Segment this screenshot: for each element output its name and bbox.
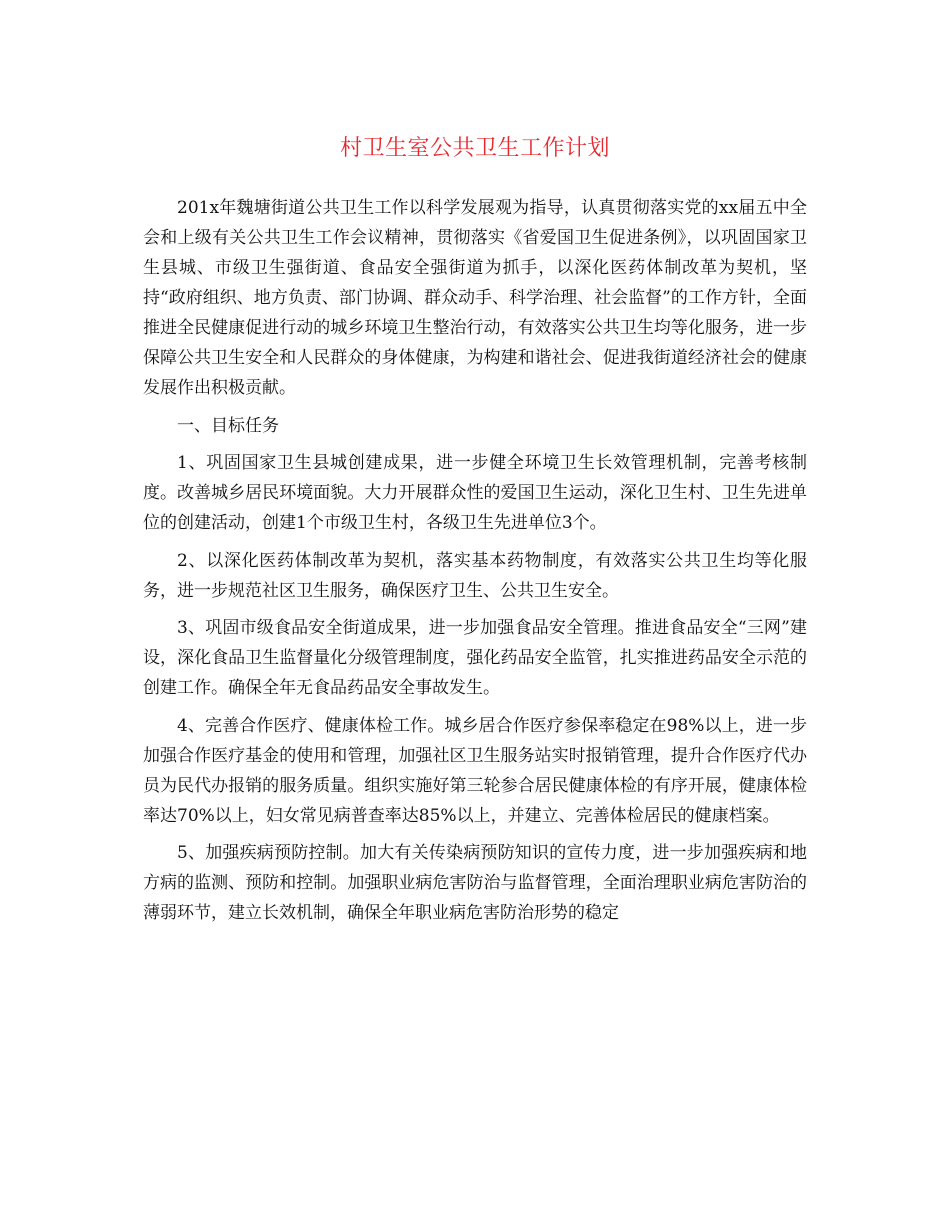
- task-item-2: 2、以深化医药体制改革为契机，落实基本药物制度，有效落实公共卫生均等化服务，进一步规范社区卫生服务，确保医疗卫生、公共卫生安全。: [143, 550, 807, 601]
- document-title: 村卫生室公共卫生工作计划: [339, 136, 610, 161]
- task-item-1: 1、巩固国家卫生县城创建成果，进一步健全环境卫生长效管理机制，完善考核制度。改善城乡居民环境面貌。大力开展群众性的爱国卫生运动，深化卫生村、卫生先进单位的创建活动，创建1个市级卫生村，各级卫生先进单位3个。: [143, 453, 807, 533]
- task-item-5: 5、加强疾病预防控制。加大有关传染病预防知识的宣传力度，进一步加强疾病和地方病的监测、预防和控制。加强职业病危害防治与监督管理，全面治理职业病危害防治的薄弱环节，建立长效机制，确保全年职业病危害防治形势的稳定: [143, 843, 807, 923]
- task-item-3: 3、巩固市级食品安全街道成果，进一步加强食品安全管理。推进食品安全“三网”建设，深化食品卫生监督量化分级管理制度，强化药品安全监管，扎实推进药品安全示范的创建工作。确保全年无食品药品安全事故发生。: [143, 618, 807, 698]
- section-heading: 一、目标任务: [177, 415, 279, 436]
- document-body: [143, 193, 807, 936]
- intro-paragraph: 201x年魏塘街道公共卫生工作以科学发展观为指导，认真贯彻落实党的xx届五中全会和上级有关公共卫生工作会议精神，贯彻落实《省爱国卫生促进条例》，以巩固国家卫生县城、市级卫生强街道、食品安全强街道为抓手，以深化医药体制改革为契机，坚持“政府组织、地方负责、部门协调、群众动手、科学治理、社会监督”的工作方针，全面推进全民健康促进行动的城乡环境卫生整治行动，有效落实公共卫生均等化服务，进一步保障公共卫生安全和人民群众的身体健康，为构建和谐社会、促进我街道经济社会的健康发展作出积极贡献。: [143, 198, 807, 398]
- task-item-4: 4、完善合作医疗、健康体检工作。城乡居合作医疗参保率稳定在98%以上，进一步加强合作医疗基金的使用和管理，加强社区卫生服务站实时报销管理，提升合作医疗代办员为民代办报销的服务质量。组织实施好第三轮参合居民健康体检的有序开展，健康体检率达70%以上，妇女常见病普查率达85%以上，并建立、完善体检居民的健康档案。: [143, 715, 807, 826]
